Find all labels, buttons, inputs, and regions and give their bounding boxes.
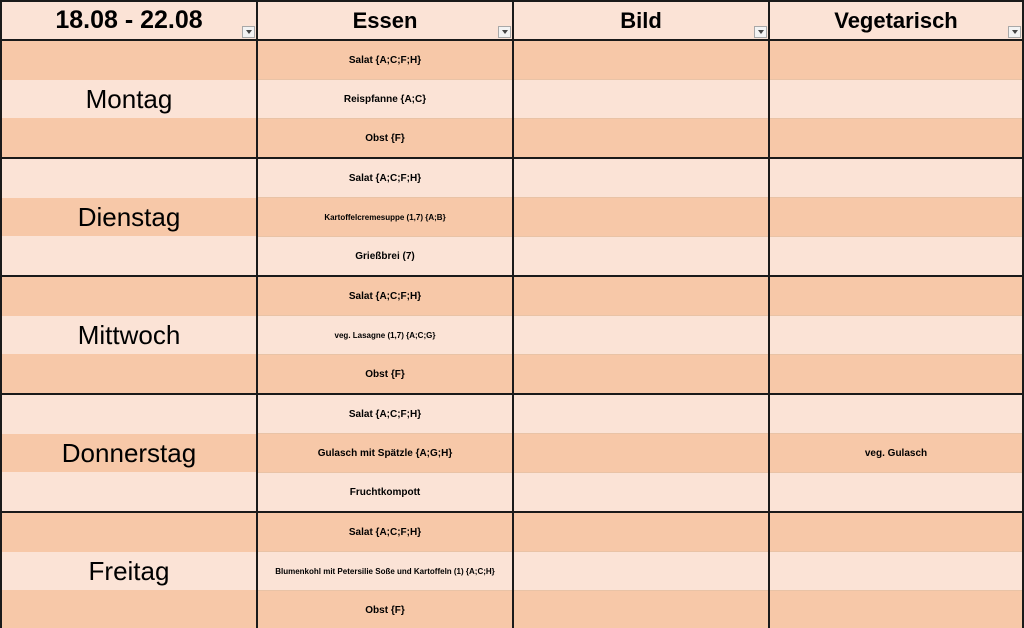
vegetarisch-cell[interactable]	[769, 158, 1023, 198]
day-cell-mittwoch[interactable]	[1, 276, 257, 394]
day-label: Mittwoch	[77, 319, 181, 350]
essen-header[interactable]	[257, 1, 513, 40]
day-label: Montag	[85, 83, 173, 114]
essen-header-label: Essen	[352, 7, 418, 33]
essen-cell[interactable]: Gulasch mit Spätzle {A;G;H}	[257, 434, 513, 473]
week-range-label: 18.08 - 22.08	[55, 6, 203, 34]
header-row	[1, 1, 1023, 40]
day-cell-donnerstag[interactable]	[1, 394, 257, 512]
day-cell-montag[interactable]	[1, 40, 257, 158]
vegetarisch-cell[interactable]	[769, 119, 1023, 159]
bild-cell[interactable]	[513, 434, 769, 473]
filter-dropdown-icon[interactable]	[754, 26, 767, 38]
bild-cell[interactable]	[513, 316, 769, 355]
bild-cell[interactable]	[513, 40, 769, 80]
table-row	[1, 276, 1023, 316]
day-label: Donnerstag	[61, 437, 197, 468]
vegetarisch-cell[interactable]	[769, 80, 1023, 119]
bild-cell[interactable]	[513, 355, 769, 395]
bild-cell[interactable]	[513, 394, 769, 434]
essen-cell[interactable]: Grießbrei (7)	[257, 237, 513, 277]
essen-cell[interactable]: veg. Lasagne (1,7) {A;C;G}	[257, 316, 513, 355]
filter-dropdown-icon[interactable]	[242, 26, 255, 38]
table-row	[1, 158, 1023, 198]
filter-dropdown-icon[interactable]	[498, 26, 511, 38]
bild-cell[interactable]	[513, 80, 769, 119]
table-row	[1, 394, 1023, 434]
essen-cell[interactable]: Reispfanne {A;C}	[257, 80, 513, 119]
bild-header-label: Bild	[620, 7, 662, 33]
day-cell-freitag[interactable]	[1, 512, 257, 628]
bild-header[interactable]	[513, 1, 769, 40]
essen-cell[interactable]: Salat {A;C;F;H}	[257, 394, 513, 434]
essen-cell[interactable]: Blumenkohl mit Petersilie Soße und Kartoffeln (1) {A;C;H}	[257, 552, 513, 591]
vegetarisch-cell[interactable]	[769, 394, 1023, 434]
essen-cell[interactable]: Salat {A;C;F;H}	[257, 40, 513, 80]
bild-cell[interactable]	[513, 473, 769, 513]
essen-cell[interactable]: Salat {A;C;F;H}	[257, 276, 513, 316]
vegetarisch-cell[interactable]	[769, 512, 1023, 552]
table-row	[1, 512, 1023, 552]
vegetarisch-cell[interactable]	[769, 276, 1023, 316]
day-label: Freitag	[88, 555, 170, 586]
essen-cell[interactable]: Salat {A;C;F;H}	[257, 158, 513, 198]
bild-cell[interactable]	[513, 198, 769, 237]
bild-cell[interactable]	[513, 552, 769, 591]
filter-dropdown-icon[interactable]	[1008, 26, 1021, 38]
vegetarisch-cell[interactable]	[769, 40, 1023, 80]
day-cell-dienstag[interactable]	[1, 158, 257, 276]
vegetarisch-header[interactable]	[769, 1, 1023, 40]
bild-cell[interactable]	[513, 119, 769, 159]
vegetarisch-cell[interactable]	[769, 237, 1023, 277]
table-row	[1, 40, 1023, 80]
vegetarisch-cell[interactable]	[769, 473, 1023, 513]
essen-cell[interactable]: Obst {F}	[257, 591, 513, 628]
vegetarisch-header-label: Vegetarisch	[834, 7, 958, 33]
vegetarisch-cell[interactable]	[769, 355, 1023, 395]
essen-cell[interactable]: Salat {A;C;F;H}	[257, 512, 513, 552]
bild-cell[interactable]	[513, 158, 769, 198]
vegetarisch-cell[interactable]: veg. Gulasch	[769, 434, 1023, 473]
vegetarisch-cell[interactable]	[769, 198, 1023, 237]
essen-cell[interactable]: Obst {F}	[257, 119, 513, 159]
bild-cell[interactable]	[513, 237, 769, 277]
day-label: Dienstag	[77, 201, 181, 232]
vegetarisch-cell[interactable]	[769, 591, 1023, 628]
essen-cell[interactable]: Kartoffelcremesuppe (1,7) {A;B}	[257, 198, 513, 237]
bild-cell[interactable]	[513, 591, 769, 628]
essen-cell[interactable]: Fruchtkompott	[257, 473, 513, 513]
bild-cell[interactable]	[513, 276, 769, 316]
vegetarisch-cell[interactable]	[769, 552, 1023, 591]
essen-cell[interactable]: Obst {F}	[257, 355, 513, 395]
bild-cell[interactable]	[513, 512, 769, 552]
week-header[interactable]	[1, 1, 257, 40]
vegetarisch-cell[interactable]	[769, 316, 1023, 355]
